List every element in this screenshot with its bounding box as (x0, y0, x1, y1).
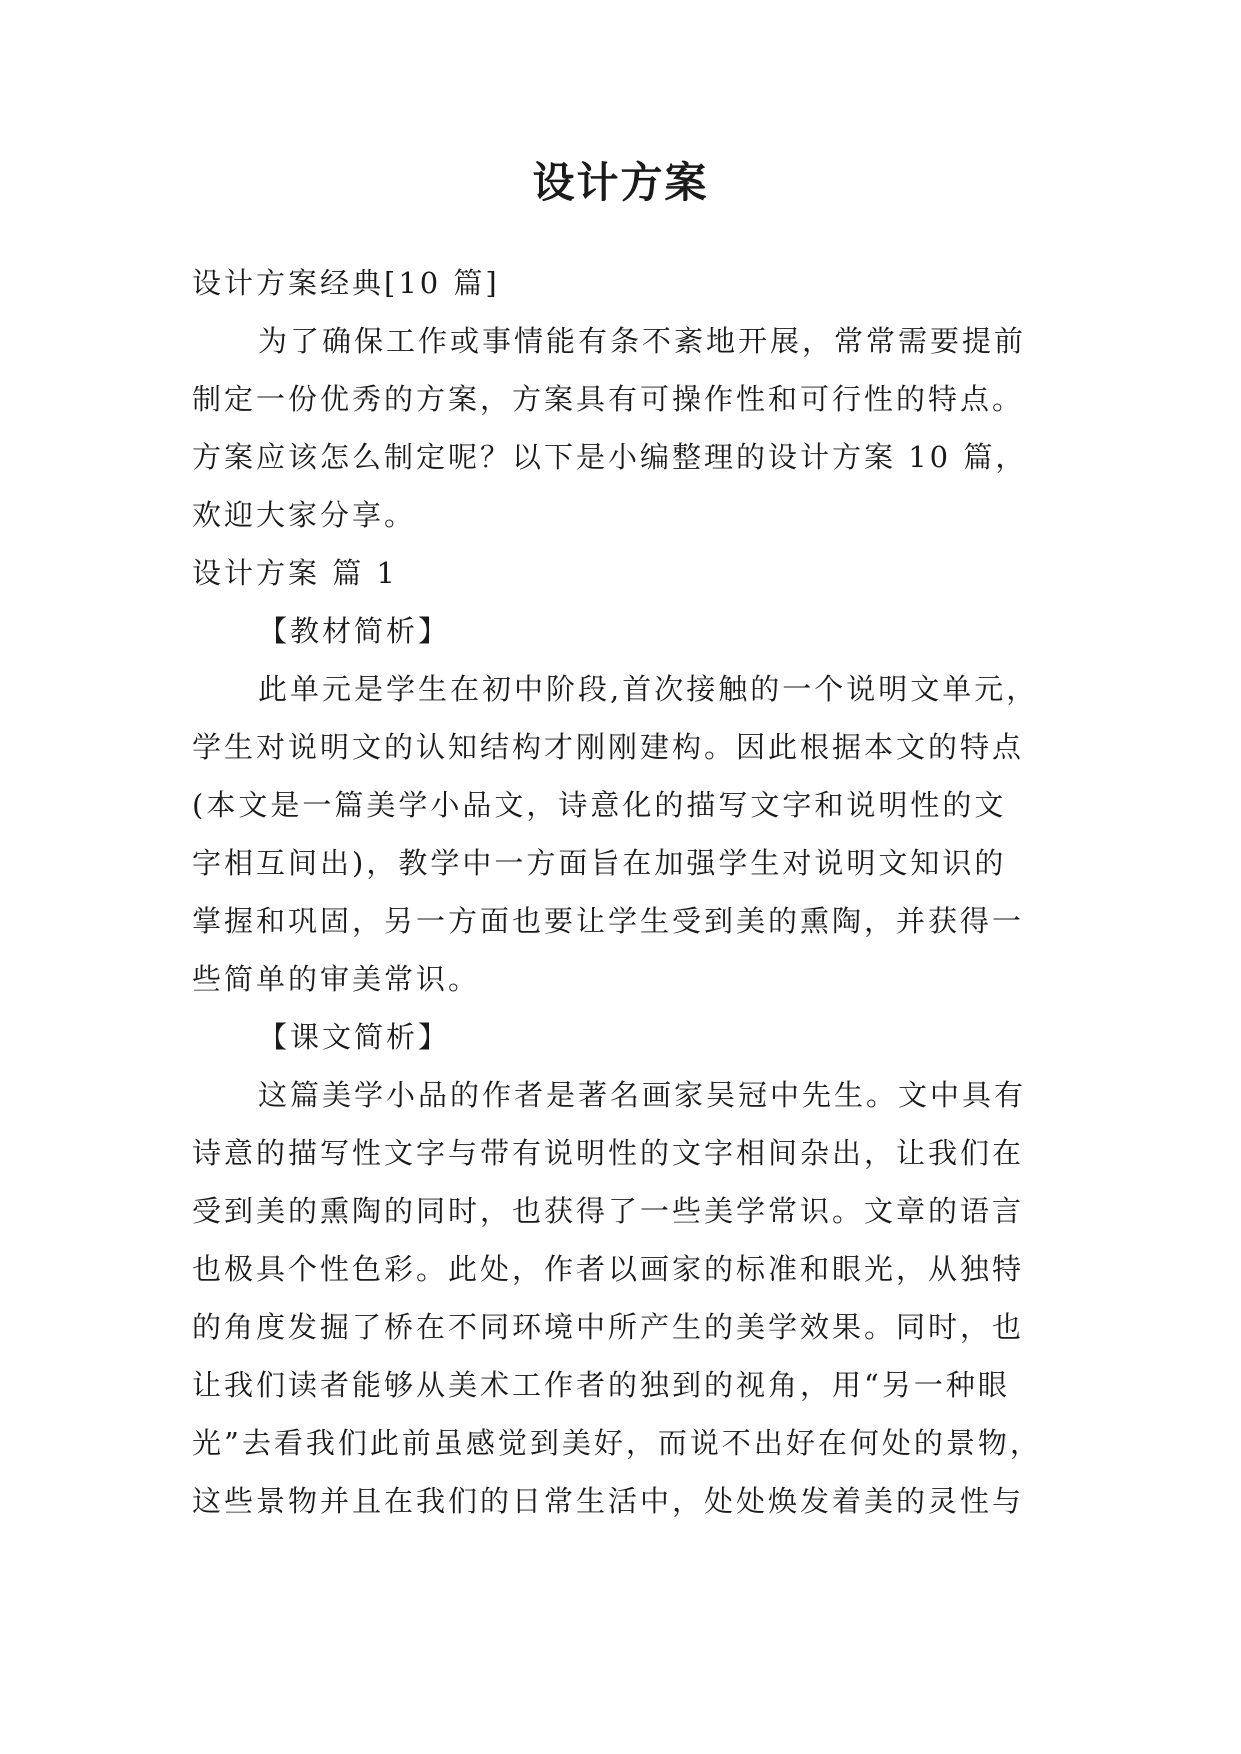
text-line: 诗意的描写性文字与带有说明性的文字相间杂出，让我们在 (192, 1136, 1025, 1170)
text-line: 光”去看我们此前虽感觉到美好，而说不出好在何处的景物， (192, 1426, 1042, 1460)
text-line: (本文是一篇美学小品文，诗意化的描写文字和说明性的文 (192, 788, 1007, 822)
text-line: 也极具个性色彩。此处，作者以画家的标准和眼光，从独特 (192, 1252, 1025, 1286)
text-line: 为了确保工作或事情能有条不紊地开展，常常需要提前 (258, 324, 1027, 358)
text-line: 设计方案经典[10 篇] (192, 266, 500, 300)
text-line: 制定一份优秀的方案，方案具有可操作性和可行性的特点。 (192, 382, 1025, 416)
text-line: 方案应该怎么制定呢？以下是小编整理的设计方案 10 篇， (192, 440, 1028, 474)
text-line: 这些景物并且在我们的日常生活中，处处焕发着美的灵性与 (192, 1484, 1025, 1518)
text-line: 让我们读者能够从美术工作者的独到的视角，用“另一种眼 (192, 1368, 1010, 1402)
text-line: 受到美的熏陶的同时，也获得了一些美学常识。文章的语言 (192, 1194, 1025, 1228)
text-line: 【教材简析】 (258, 614, 451, 648)
text-line: 些简单的审美常识。 (192, 962, 481, 996)
text-line: 欢迎大家分享。 (192, 498, 417, 532)
text-line: 掌握和巩固，另一方面也要让学生受到美的熏陶，并获得一 (192, 904, 1025, 938)
text-line: 学生对说明文的认知结构才刚刚建构。因此根据本文的特点 (192, 730, 1025, 764)
text-line: 设计方案 篇 1 (192, 556, 398, 590)
text-line: 此单元是学生在初中阶段,首次接触的一个说明文单元， (258, 672, 1039, 706)
text-line: 这篇美学小品的作者是著名画家吴冠中先生。文中具有 (258, 1078, 1027, 1112)
text-line: 字相互间出)，教学中一方面旨在加强学生对说明文知识的 (192, 846, 1007, 880)
text-line: 的角度发掘了桥在不同环境中所产生的美学效果。同时，也 (192, 1310, 1025, 1344)
document-title: 设计方案 (532, 158, 709, 207)
text-line: 【课文简析】 (258, 1020, 451, 1054)
document-body (192, 254, 1052, 1530)
